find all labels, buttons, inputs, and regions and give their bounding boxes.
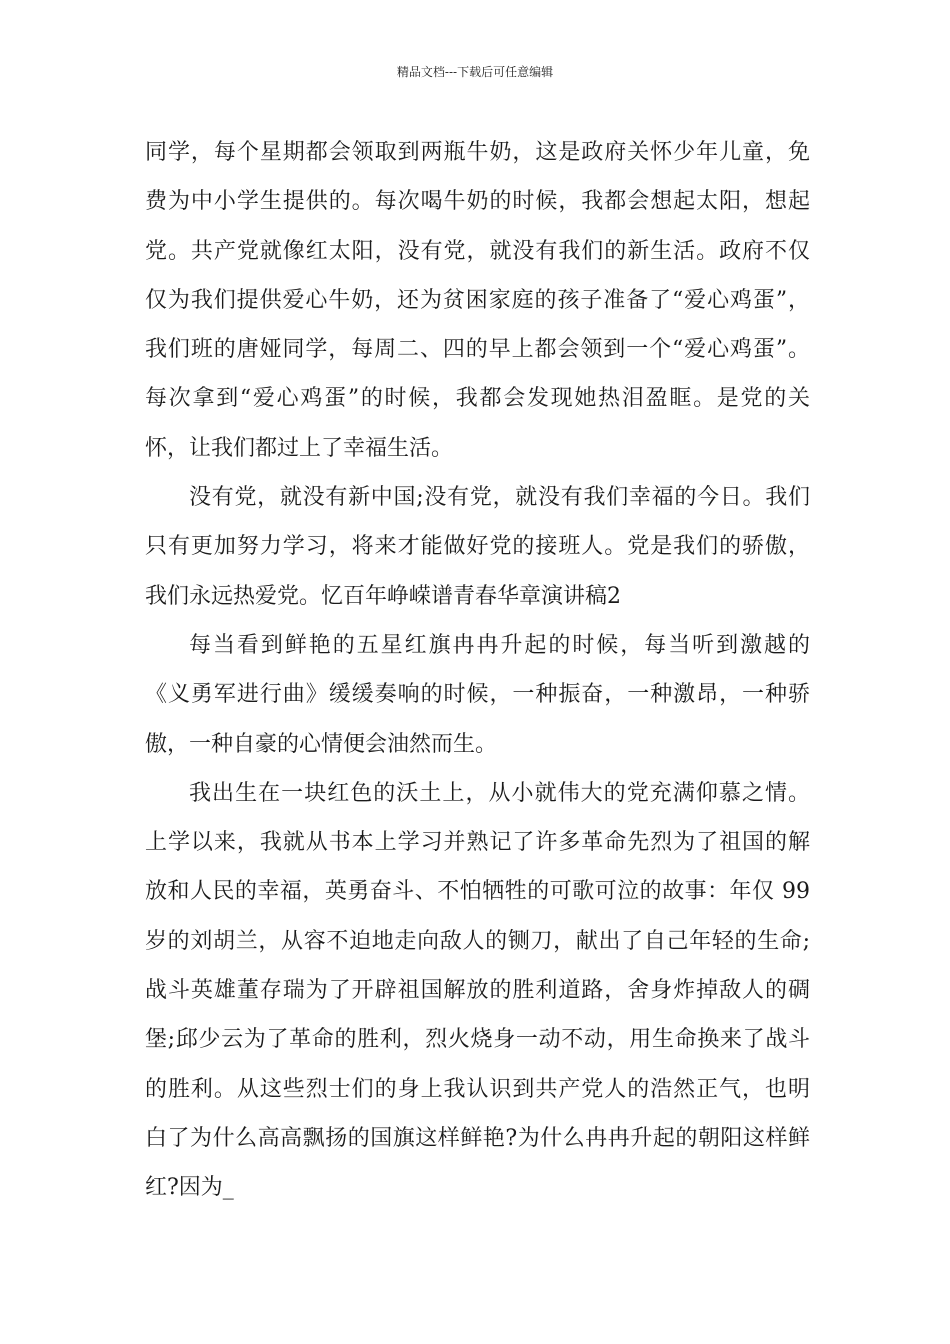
text-line: 堡;邱少云为了革命的胜利，烈火烧身一动不动，用生命换来了战斗: [145, 1027, 810, 1053]
text-line: 上学以来，我就从书本上学习并熟记了许多革命先烈为了祖国的解: [145, 830, 810, 856]
text-line: 仅为我们提供爱心牛奶，还为贫困家庭的孩子准备了“爱心鸡蛋”，: [145, 287, 810, 313]
text-line: 党。共产党就像红太阳，没有党，就没有我们的新生活。政府不仅: [145, 238, 810, 264]
text-line: 我出生在一块红色的沃土上，从小就伟大的党充满仰慕之情。: [189, 780, 810, 806]
text-line: 每次拿到“爱心鸡蛋”的时候，我都会发现她热泪盈眶。是党的关: [145, 386, 810, 412]
text-line: 每当看到鲜艳的五星红旗冉冉升起的时候，每当听到激越的: [189, 632, 810, 658]
text-line: 《义勇军进行曲》缓缓奏响的时候，一种振奋，一种激昂，一种骄: [145, 682, 810, 708]
document-body: [145, 128, 810, 1213]
page-header: 精品文档---下载后可任意编辑: [396, 65, 554, 79]
text-line: 只有更加努力学习，将来才能做好党的接班人。党是我们的骄傲，: [145, 534, 810, 560]
text-line: 红?因为_: [145, 1175, 234, 1201]
text-line: 我们班的唐娅同学，每周二、四的早上都会领到一个“爱心鸡蛋”。: [145, 337, 810, 363]
text-line: 战斗英雄董存瑞为了开辟祖国解放的胜利道路，舍身炸掉敌人的碉: [145, 978, 810, 1004]
text-line: 白了为什么高高飘扬的国旗这样鲜艳?为什么冉冉升起的朝阳这样鲜: [145, 1125, 810, 1151]
text-line: 的胜利。从这些烈士们的身上我认识到共产党人的浩然正气，也明: [145, 1076, 810, 1102]
text-line: 怀，让我们都过上了幸福生活。: [145, 435, 454, 461]
text-line: 我们永远热爱党。忆百年峥嵘谱青春华章演讲稿2: [145, 583, 621, 609]
text-line: 放和人民的幸福，英勇奋斗、不怕牺牲的可歌可泣的故事：年仅 99: [145, 879, 810, 905]
text-line: 费为中小学生提供的。每次喝牛奶的时候，我都会想起太阳，想起: [145, 189, 810, 215]
text-line: 同学，每个星期都会领取到两瓶牛奶，这是政府关怀少年儿童，免: [145, 140, 810, 165]
text-line: 没有党，就没有新中国;没有党，就没有我们幸福的今日。我们: [189, 485, 810, 511]
text-line: 岁的刘胡兰，从容不迫地走向敌人的铡刀，献出了自己年轻的生命;: [145, 928, 810, 954]
text-line: 傲，一种自豪的心情便会油然而生。: [145, 731, 498, 757]
